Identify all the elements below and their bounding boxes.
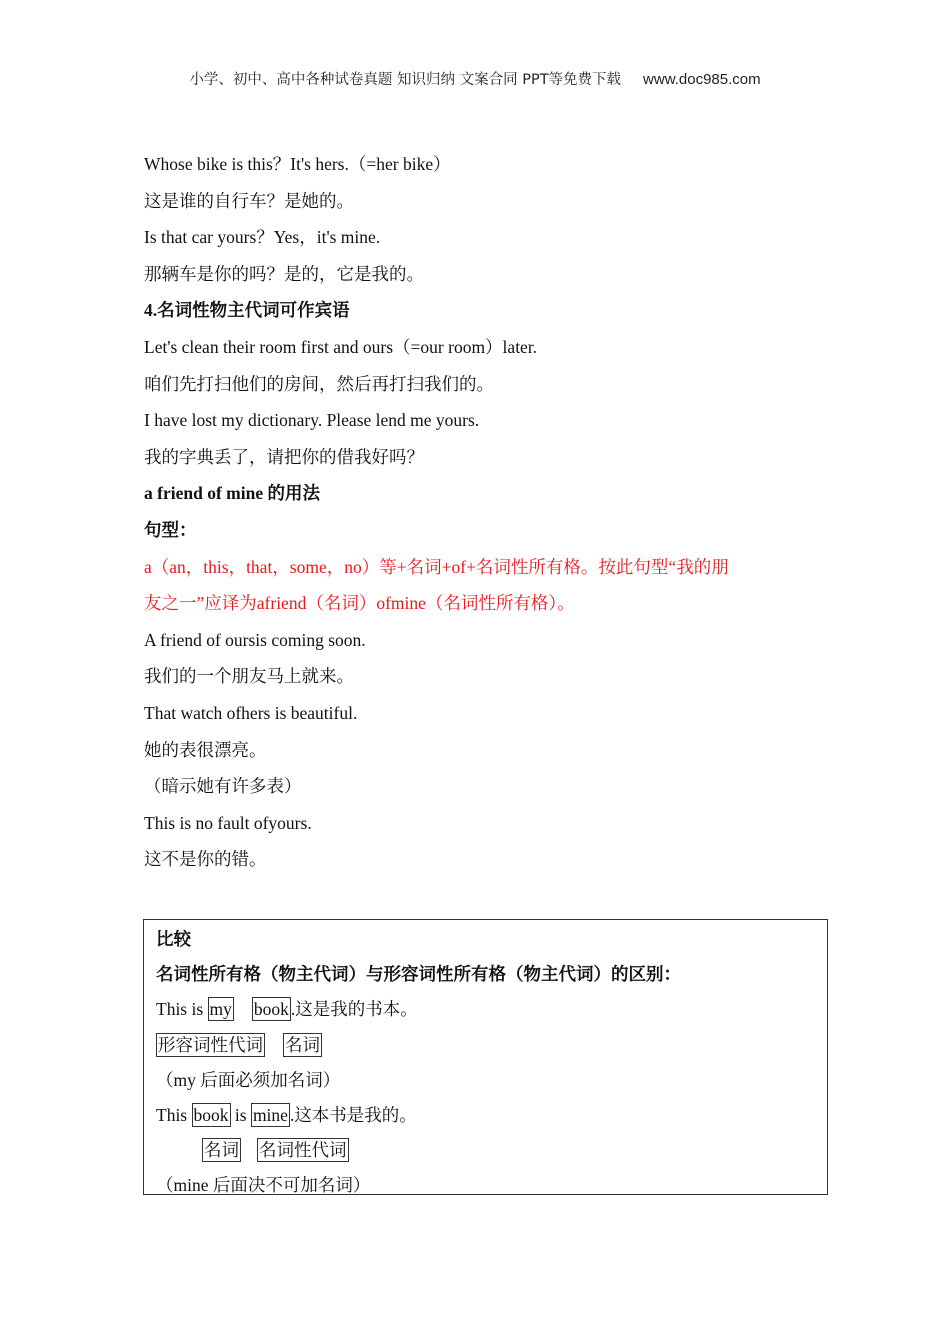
boxed-word-mine: mine — [252, 1104, 288, 1125]
example-sentence: Whose bike is this？It's hers.（=her bike） — [144, 154, 451, 174]
example-text: This — [156, 1104, 192, 1125]
example-sentence: A friend of oursis coming soon. — [144, 629, 366, 650]
example-text: .这是我的书本。 — [290, 999, 418, 1020]
boxed-label-noun-pronoun: 名词性代词 — [259, 1140, 347, 1161]
example-sentence: That watch ofhers is beautiful. — [144, 702, 358, 723]
example-translation: 这是谁的自行车？是她的。 — [144, 190, 354, 211]
comparison-example-2 — [156, 1098, 827, 1133]
section-heading: 4.名词性物主代词可作宾语 — [144, 300, 350, 321]
example-translation: 那辆车是你的吗？是的，它是我的。 — [144, 263, 424, 284]
document-body — [144, 146, 824, 878]
boxed-word-book: book — [253, 999, 289, 1020]
boxed-word-book: book — [193, 1104, 229, 1125]
pattern-rule: a（an，this，that，some，no）等+名词+of+名词性所有格。按此句型“我的朋 — [144, 556, 729, 577]
comparison-title: 比较 — [156, 929, 191, 949]
header-site-link[interactable]: www.doc985.com — [643, 71, 761, 88]
example-translation: 这不是你的错。 — [144, 849, 267, 870]
boxed-label-noun: 名词 — [285, 1034, 320, 1055]
example-text: is — [230, 1104, 251, 1125]
comparison-subtitle: 名词性所有格（物主代词）与形容词性所有格（物主代词）的区别： — [156, 964, 681, 985]
pattern-rule: 友之一”应译为afriend（名词）ofmine（名词性所有格）。 — [144, 593, 575, 614]
section-heading: a friend of mine 的用法 — [144, 483, 320, 504]
example-text: .这本书是我的。 — [289, 1104, 417, 1125]
comparison-labels-2 — [156, 1133, 827, 1168]
boxed-label-noun: 名词 — [204, 1140, 239, 1161]
example-translation: 咱们先打扫他们的房间，然后再打扫我们的。 — [144, 373, 494, 394]
example-sentence: Is that car yours？Yes，it's mine. — [144, 227, 381, 248]
comparison-example-1 — [156, 992, 827, 1027]
example-translation: 我们的一个朋友马上就来。 — [144, 666, 354, 687]
comparison-note-2: （mine 后面决不可加名词） — [156, 1175, 371, 1196]
example-translation: 她的表很漂亮。 — [144, 739, 267, 760]
comparison-note-1: （my 后面必须加名词） — [156, 1069, 341, 1090]
page-header — [0, 68, 950, 89]
header-text: 小学、初中、高中各种试卷真题 知识归纳 文案合同 PPT等免费下载 — [189, 72, 622, 88]
pattern-heading: 句型： — [144, 519, 197, 540]
comparison-labels-1 — [156, 1028, 827, 1063]
example-translation: 我的字典丢了，请把你的借我好吗？ — [144, 446, 424, 467]
comparison-box — [143, 919, 828, 1195]
boxed-word-my: my — [209, 999, 232, 1020]
example-sentence: This is no fault ofyours. — [144, 812, 312, 833]
example-sentence: Let's clean their room first and ours（=our room）later. — [144, 336, 538, 357]
example-note: （暗示她有许多表） — [144, 776, 302, 797]
example-sentence: I have lost my dictionary. Please lend me yours. — [144, 410, 480, 431]
boxed-label-adjective-pronoun: 形容词性代词 — [158, 1034, 263, 1055]
example-text: This is — [156, 999, 208, 1020]
